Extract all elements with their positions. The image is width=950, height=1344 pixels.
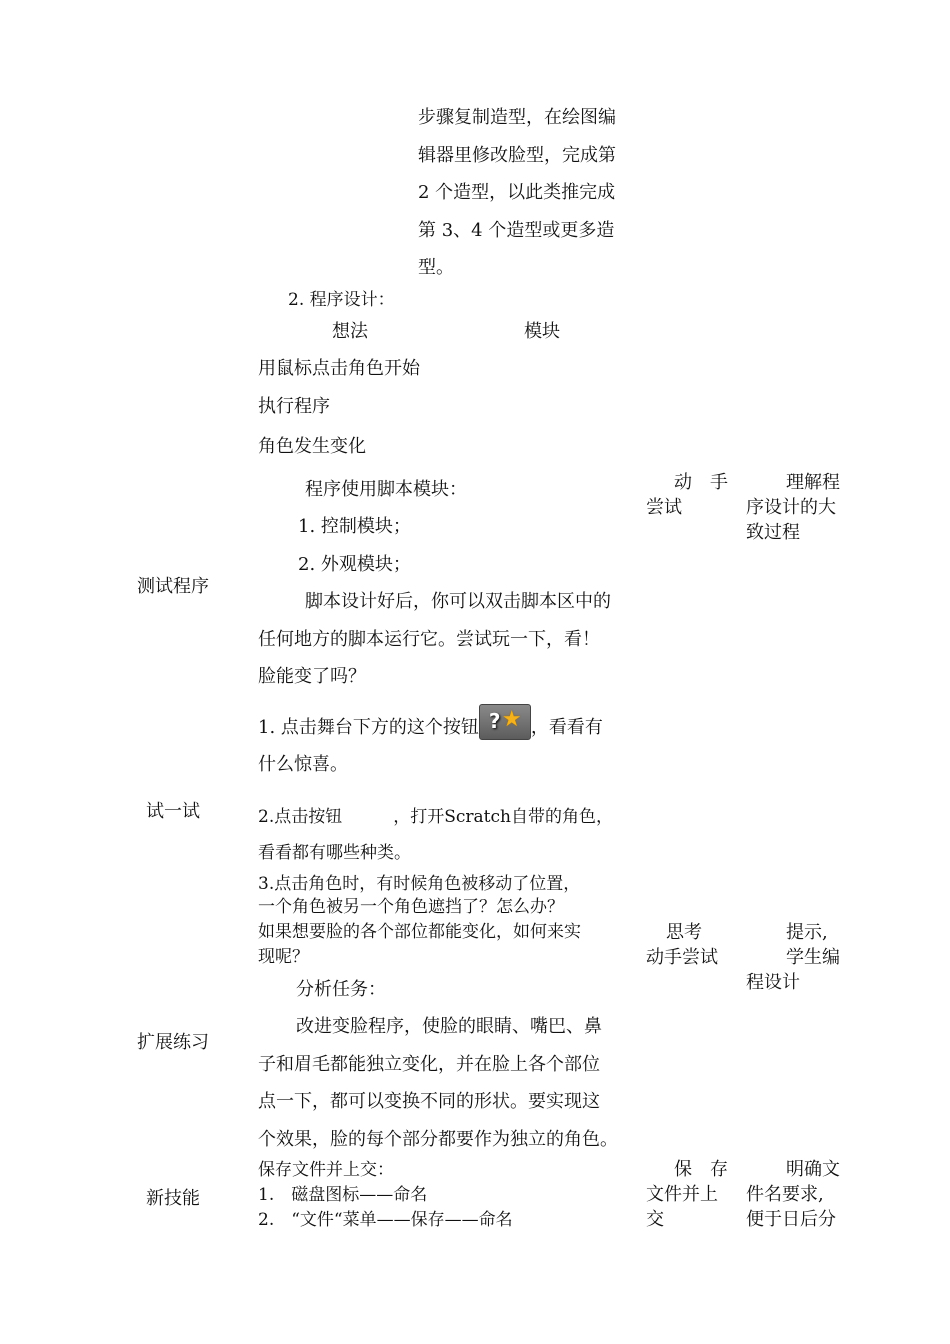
design-intent: 学生编 (786, 947, 840, 968)
student-activity: 思考 (666, 922, 702, 943)
module-item: 1. 控制模块； (298, 516, 411, 537)
idea-line: 执行程序 (258, 396, 330, 417)
try3-line: 如果想要脸的各个部位都能变化，如何来实 (258, 922, 581, 942)
analyze-line: 改进变脸程序，使脸的眼睛、嘴巴、鼻 (296, 1016, 602, 1037)
student-activity: 文件并上 (646, 1184, 718, 1205)
save-line: 保存文件并上交： (258, 1160, 394, 1180)
design-intent: 理解程 (786, 472, 840, 493)
stage-skill: 新技能 (146, 1188, 200, 1209)
module-item: 2. 外观模块； (298, 554, 411, 575)
run-line: 脸能变了吗？ (258, 666, 366, 687)
run-line: 任何地方的脚本运行它。尝试玩一下，看！ (258, 629, 600, 650)
surprise-button-icon: ? ★ (479, 704, 531, 740)
idea-line: 用鼠标点击角色开始 (258, 358, 420, 379)
design-intent: 程设计 (746, 972, 800, 993)
design-intent: 序设计的大 (746, 497, 836, 518)
try2-line: 看看都有哪些种类。 (258, 843, 411, 863)
intro-line: 型。 (418, 257, 454, 278)
idea-header: 想法 (332, 321, 368, 342)
analyze-line: 子和眉毛都能独立变化，并在脸上各个部位 (258, 1054, 600, 1075)
stage-try: 试一试 (146, 801, 200, 822)
try3-line: 现呢？ (258, 947, 309, 967)
try2-line: 2.点击按钮 ，打开Scratch自带的角色， (258, 807, 613, 827)
stage-extend: 扩展练习 (137, 1032, 209, 1053)
intro-line: 第 3、4 个造型或更多造 (418, 220, 615, 241)
design-intent: 明确文 (786, 1159, 840, 1180)
design-intent: 件名要求, (746, 1184, 824, 1205)
student-activity: 尝试 (646, 497, 682, 518)
surprise-line2: 什么惊喜。 (258, 754, 348, 775)
analyze-heading: 分析任务： (296, 979, 386, 1000)
save-line: 2. “文件“菜单——保存——命名 (258, 1210, 513, 1230)
program-heading: 2. 程序设计： (288, 290, 395, 310)
try3-line: 3.点击角色时，有时候角色被移动了位置， (258, 874, 581, 894)
script-intro: 程序使用脚本模块： (305, 479, 467, 500)
stage-test: 测试程序 (137, 576, 209, 597)
surprise-text: 1. 点击舞台下方的这个按钮 (258, 717, 479, 738)
module-header: 模块 (524, 321, 560, 342)
intro-line: 辑器里修改脸型，完成第 (418, 145, 616, 166)
student-activity: 交 (646, 1209, 664, 1230)
surprise-text-after: ，看看有 (530, 717, 603, 738)
analyze-line: 点一下，都可以变换不同的形状。要实现这 (258, 1091, 600, 1112)
try3-line: 一个角色被另一个角色遮挡了？怎么办？ (258, 897, 564, 917)
intro-line: 2 个造型，以此类推完成 (418, 182, 616, 203)
run-line: 脚本设计好后，你可以双击脚本区中的 (305, 591, 611, 612)
surprise-line (258, 707, 603, 740)
design-intent: 致过程 (746, 522, 800, 543)
student-activity: 动手尝试 (646, 947, 718, 968)
idea-line: 角色发生变化 (258, 436, 366, 457)
save-line: 1. 磁盘图标——命名 (258, 1185, 428, 1205)
analyze-line: 个效果，脸的每个部分都要作为独立的角色。 (258, 1129, 618, 1150)
intro-line: 步骤复制造型，在绘图编 (418, 107, 616, 128)
student-activity: 动 手 (674, 472, 728, 493)
student-activity: 保 存 (674, 1159, 728, 1180)
design-intent: 提示, (786, 922, 828, 943)
design-intent: 便于日后分 (746, 1209, 836, 1230)
